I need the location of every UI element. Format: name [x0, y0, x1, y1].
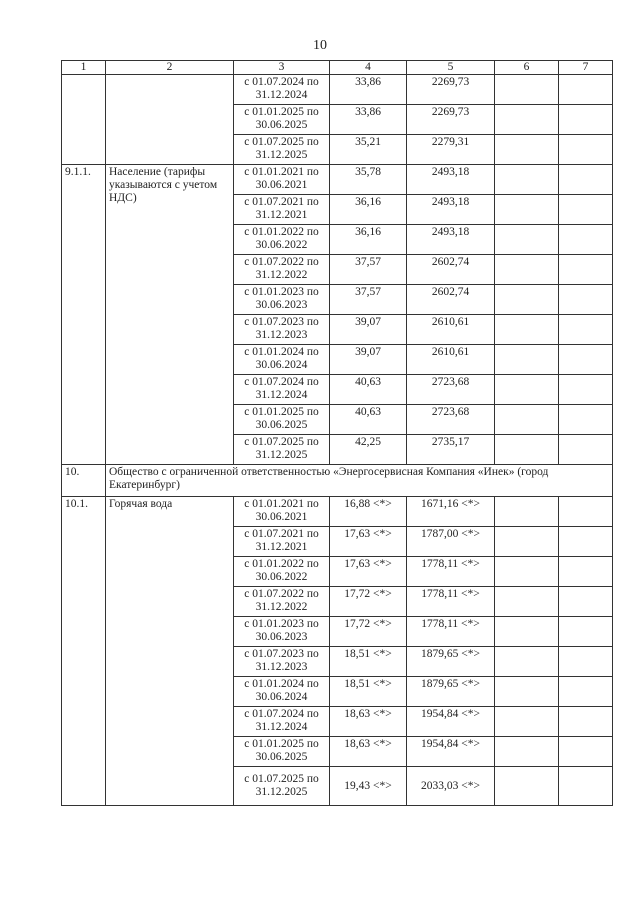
- tariff-value-cell: 17,63 <*>: [330, 557, 407, 587]
- row-number-cell: 9.1.1.: [62, 165, 106, 465]
- column-header-row: [62, 61, 613, 75]
- empty-cell: [495, 315, 559, 345]
- tariff-value-cell: 1879,65 <*>: [407, 677, 495, 707]
- tariff-value-cell: 1778,11 <*>: [407, 587, 495, 617]
- tariff-value-cell: 33,86: [330, 75, 407, 105]
- empty-cell: [495, 527, 559, 557]
- column-header: 6: [495, 61, 559, 75]
- empty-cell: [559, 165, 613, 195]
- period-cell: с 01.07.2021 по 31.12.2021: [234, 195, 330, 225]
- empty-cell: [559, 195, 613, 225]
- tariff-value-cell: 2735,17: [407, 435, 495, 465]
- organization-name: Общество с ограниченной ответственностью «Энергосервисная Компания «Инек» (город Екатеринбург): [106, 465, 613, 497]
- period-cell: с 01.01.2023 по 30.06.2023: [234, 617, 330, 647]
- period-cell: с 01.01.2025 по 30.06.2025: [234, 405, 330, 435]
- empty-cell: [495, 165, 559, 195]
- empty-cell: [495, 405, 559, 435]
- tariff-value-cell: 36,16: [330, 195, 407, 225]
- column-header: 5: [407, 61, 495, 75]
- tariff-value-cell: 2602,74: [407, 255, 495, 285]
- period-cell: с 01.01.2022 по 30.06.2022: [234, 225, 330, 255]
- period-cell: с 01.01.2025 по 30.06.2025: [234, 737, 330, 767]
- empty-cell: [559, 75, 613, 105]
- tariff-value-cell: 39,07: [330, 315, 407, 345]
- row-name-cell: Население (тарифы указываются с учетом НДС): [106, 165, 234, 465]
- tariff-value-cell: 35,21: [330, 135, 407, 165]
- row-number-cell: 10.: [62, 465, 106, 497]
- period-cell: с 01.01.2021 по 30.06.2021: [234, 497, 330, 527]
- tariff-value-cell: 2493,18: [407, 225, 495, 255]
- table-row: [62, 75, 613, 105]
- tariff-value-cell: 2493,18: [407, 165, 495, 195]
- row-name-cell: Горячая вода: [106, 497, 234, 806]
- tariff-value-cell: 39,07: [330, 345, 407, 375]
- empty-cell: [559, 105, 613, 135]
- tariff-value-cell: 40,63: [330, 405, 407, 435]
- empty-cell: [559, 255, 613, 285]
- period-cell: с 01.01.2021 по 30.06.2021: [234, 165, 330, 195]
- tariff-value-cell: 19,43 <*>: [330, 767, 407, 806]
- empty-cell: [495, 707, 559, 737]
- tariff-value-cell: 17,63 <*>: [330, 527, 407, 557]
- tariff-value-cell: 2269,73: [407, 75, 495, 105]
- column-header: 3: [234, 61, 330, 75]
- empty-cell: [495, 647, 559, 677]
- period-cell: с 01.07.2024 по 31.12.2024: [234, 75, 330, 105]
- tariff-value-cell: 1778,11 <*>: [407, 617, 495, 647]
- tariff-value-cell: 1879,65 <*>: [407, 647, 495, 677]
- tariff-value-cell: 36,16: [330, 225, 407, 255]
- column-header: 4: [330, 61, 407, 75]
- empty-cell: [559, 375, 613, 405]
- tariff-value-cell: 2269,73: [407, 105, 495, 135]
- tariff-value-cell: 42,25: [330, 435, 407, 465]
- tariff-value-cell: 17,72 <*>: [330, 617, 407, 647]
- period-cell: с 01.07.2021 по 31.12.2021: [234, 527, 330, 557]
- empty-cell: [559, 405, 613, 435]
- tariff-value-cell: 35,78: [330, 165, 407, 195]
- empty-cell: [495, 737, 559, 767]
- row-number-cell: 10.1.: [62, 497, 106, 806]
- tariff-value-cell: 18,63 <*>: [330, 737, 407, 767]
- tariff-value-cell: 2723,68: [407, 375, 495, 405]
- tariff-value-cell: 18,51 <*>: [330, 647, 407, 677]
- page-number: 10: [313, 38, 327, 53]
- empty-cell: [495, 255, 559, 285]
- empty-cell: [559, 497, 613, 527]
- empty-cell: [559, 587, 613, 617]
- empty-cell: [559, 767, 613, 806]
- period-cell: с 01.07.2024 по 31.12.2024: [234, 707, 330, 737]
- period-cell: с 01.01.2025 по 30.06.2025: [234, 105, 330, 135]
- tariff-value-cell: 18,63 <*>: [330, 707, 407, 737]
- tariff-value-cell: 1778,11 <*>: [407, 557, 495, 587]
- empty-cell: [495, 105, 559, 135]
- tariff-value-cell: 37,57: [330, 285, 407, 315]
- period-cell: с 01.01.2024 по 30.06.2024: [234, 677, 330, 707]
- tariff-value-cell: 2602,74: [407, 285, 495, 315]
- period-cell: с 01.07.2025 по 31.12.2025: [234, 435, 330, 465]
- tariff-value-cell: 2033,03 <*>: [407, 767, 495, 806]
- period-cell: с 01.01.2022 по 30.06.2022: [234, 557, 330, 587]
- period-cell: с 01.01.2023 по 30.06.2023: [234, 285, 330, 315]
- period-cell: с 01.07.2023 по 31.12.2023: [234, 315, 330, 345]
- empty-cell: [559, 315, 613, 345]
- empty-cell: [495, 135, 559, 165]
- empty-cell: [559, 557, 613, 587]
- table-row: [62, 165, 613, 195]
- tariff-value-cell: 1787,00 <*>: [407, 527, 495, 557]
- tariff-value-cell: 2610,61: [407, 345, 495, 375]
- table-row: [62, 497, 613, 527]
- empty-cell: [559, 617, 613, 647]
- tariff-value-cell: 18,51 <*>: [330, 677, 407, 707]
- empty-cell: [559, 435, 613, 465]
- period-cell: с 01.07.2023 по 31.12.2023: [234, 647, 330, 677]
- tariff-value-cell: 16,88 <*>: [330, 497, 407, 527]
- empty-cell: [559, 677, 613, 707]
- empty-cell: [495, 617, 559, 647]
- tariff-value-cell: 17,72 <*>: [330, 587, 407, 617]
- organization-row: [62, 465, 613, 497]
- empty-cell: [495, 677, 559, 707]
- tariff-value-cell: 1954,84 <*>: [407, 707, 495, 737]
- empty-cell: [495, 587, 559, 617]
- tariff-value-cell: 2723,68: [407, 405, 495, 435]
- empty-cell: [559, 345, 613, 375]
- row-number-cell: [62, 75, 106, 165]
- empty-cell: [495, 375, 559, 405]
- tariff-table-body: [62, 61, 613, 806]
- empty-cell: [495, 557, 559, 587]
- empty-cell: [495, 75, 559, 105]
- period-cell: с 01.07.2024 по 31.12.2024: [234, 375, 330, 405]
- period-cell: с 01.07.2022 по 31.12.2022: [234, 255, 330, 285]
- empty-cell: [559, 135, 613, 165]
- tariff-value-cell: 37,57: [330, 255, 407, 285]
- period-cell: с 01.07.2022 по 31.12.2022: [234, 587, 330, 617]
- tariff-value-cell: 2279,31: [407, 135, 495, 165]
- empty-cell: [559, 225, 613, 255]
- empty-cell: [495, 195, 559, 225]
- empty-cell: [559, 707, 613, 737]
- empty-cell: [495, 497, 559, 527]
- empty-cell: [495, 225, 559, 255]
- tariff-value-cell: 1954,84 <*>: [407, 737, 495, 767]
- empty-cell: [495, 285, 559, 315]
- empty-cell: [495, 345, 559, 375]
- empty-cell: [559, 527, 613, 557]
- empty-cell: [559, 285, 613, 315]
- row-name-cell: [106, 75, 234, 165]
- period-cell: с 01.07.2025 по 31.12.2025: [234, 135, 330, 165]
- column-header: 1: [62, 61, 106, 75]
- tariff-value-cell: 33,86: [330, 105, 407, 135]
- empty-cell: [495, 435, 559, 465]
- column-header: 2: [106, 61, 234, 75]
- empty-cell: [559, 737, 613, 767]
- tariff-value-cell: 1671,16 <*>: [407, 497, 495, 527]
- empty-cell: [495, 767, 559, 806]
- period-cell: с 01.07.2025 по 31.12.2025: [234, 767, 330, 806]
- period-cell: с 01.01.2024 по 30.06.2024: [234, 345, 330, 375]
- tariff-value-cell: 40,63: [330, 375, 407, 405]
- empty-cell: [559, 647, 613, 677]
- column-header: 7: [559, 61, 613, 75]
- tariff-value-cell: 2493,18: [407, 195, 495, 225]
- tariff-value-cell: 2610,61: [407, 315, 495, 345]
- tariff-table: [61, 60, 613, 806]
